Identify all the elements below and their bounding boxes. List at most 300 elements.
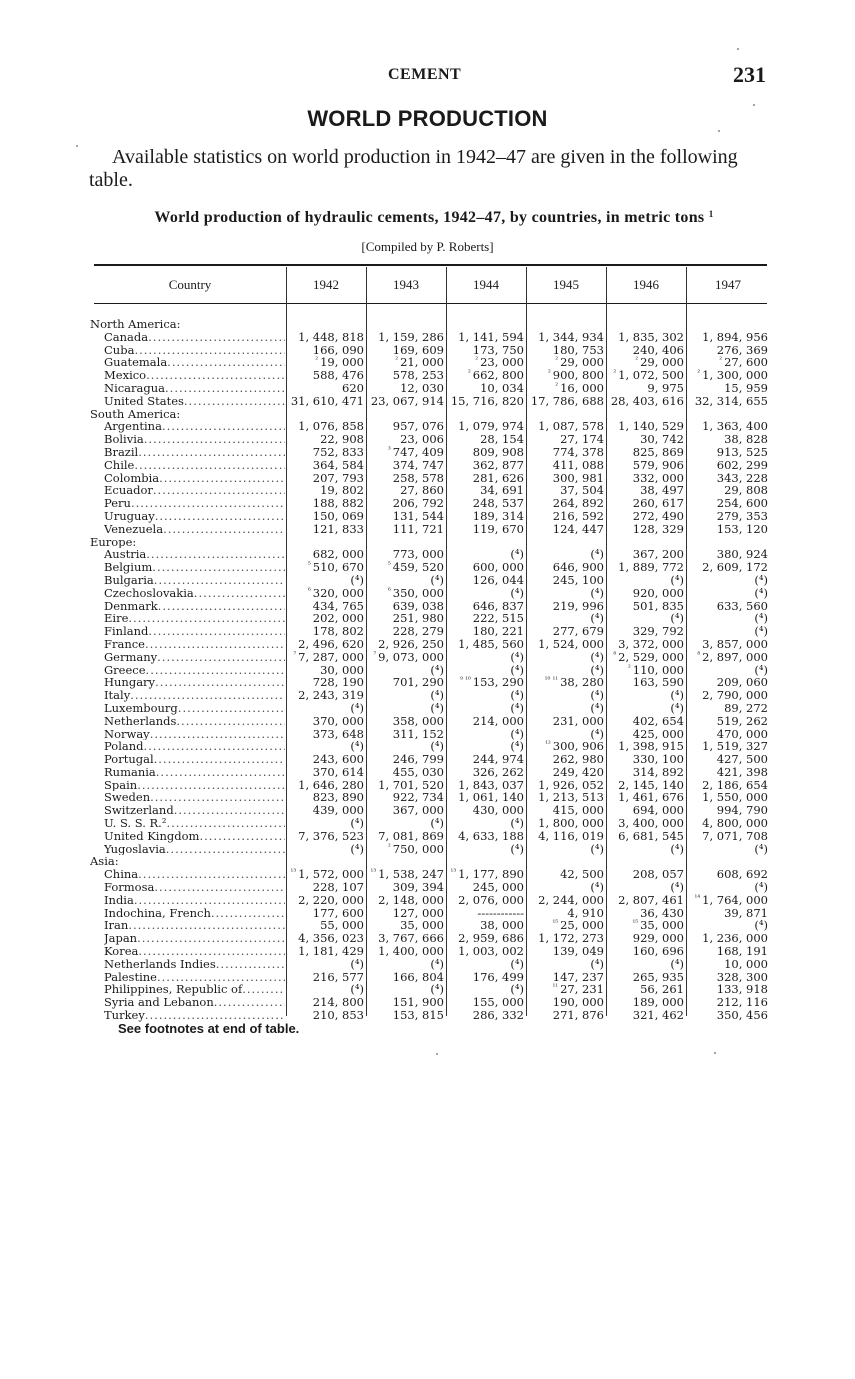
speck [436,1053,438,1055]
table-row [0,523,855,536]
value-cell-1946: 920, 000 [632,585,684,600]
value-cell-1945: $^{^{10} ^{11}}$ 38, 280 [544,675,604,690]
value-cell-1943: 3, 767, 666 [378,931,444,946]
cell-footnote-marker: ² [315,356,319,365]
country-name: Denmark ..... [104,600,285,613]
value-cell-1943: (⁴) [430,688,444,703]
table-title-footnote: 1 [708,209,714,219]
country-name: Formosa ..... [104,881,285,894]
value-cell-1947: 212, 116 [716,995,768,1010]
cell-footnote-marker: ² [719,356,723,365]
value-cell-1942: 2, 220, 000 [298,892,364,907]
value-cell-1943: (⁴) [430,572,444,587]
country-name: France ..... [104,638,285,651]
value-cell-1946: $^{^{15}}$ 35, 000 [632,918,684,933]
value-cell-1944: 10, 034 [480,380,524,395]
country-name: Argentina ..... [104,420,285,433]
value-cell-1943: 258, 578 [392,470,444,485]
value-cell-1947: 1, 363, 400 [702,419,768,434]
value-cell-1942: 178, 802 [312,624,364,639]
value-cell-1942: (⁴) [350,982,364,997]
value-cell-1947: 602, 299 [716,457,768,472]
speck [718,130,720,132]
value-cell-1945: (⁴) [590,649,604,664]
country-name: Chile ..... [104,459,285,472]
country-name: China ..... [104,868,285,881]
value-cell-1943: (⁴) [430,816,444,831]
value-cell-1943: 7, 081, 869 [378,828,444,843]
country-name: Belgium ..... [104,561,285,574]
cell-footnote-marker: ² [627,663,631,672]
value-cell-1942: 1, 181, 429 [298,944,364,959]
value-cell-1946: 189, 000 [632,995,684,1010]
value-cell-1944: 4, 633, 188 [458,828,524,843]
cell-footnote-marker: ² [555,356,559,365]
value-cell-1947: 32, 314, 655 [694,393,768,408]
cell-footnote-marker: ⁵ [307,561,311,570]
cell-footnote-marker: ⁶ [387,586,391,595]
value-cell-1946: 579, 906 [632,457,684,472]
value-cell-1946: 128, 329 [632,521,684,536]
table-header-rule [94,303,767,304]
cell-footnote-marker: ⁸ [613,650,617,659]
value-cell-1946: 272, 490 [632,508,684,523]
table-row [0,766,855,779]
table-row [0,843,855,856]
table-title [89,209,779,227]
value-cell-1946: 160, 696 [632,944,684,959]
country-name: Netherlands Indies ..... [104,958,285,971]
value-cell-1942: 682, 000 [312,547,364,562]
value-cell-1945: (⁴) [590,585,604,600]
value-cell-1947: $^{^2}$ 1, 300, 000 [697,368,768,383]
value-cell-1943: $^{^7}$ 9, 073, 000 [373,649,444,664]
value-cell-1947: (⁴) [754,880,768,895]
country-name: Palestine ..... [104,971,285,984]
value-cell-1943: (⁴) [430,956,444,971]
value-cell-1942: 150, 069 [312,508,364,523]
table-top-rule [94,264,767,266]
cell-footnote-marker: ² [395,356,399,365]
value-cell-1942: (⁴) [350,739,364,754]
country-name: United States ..... [104,395,285,408]
value-cell-1944: 646, 837 [472,598,524,613]
value-cell-1943: 27, 860 [400,483,444,498]
cell-footnote-marker: ³ [387,445,391,454]
value-cell-1944: 1, 061, 140 [458,790,524,805]
country-name: Eire ..... [104,612,285,625]
value-cell-1945: (⁴) [590,726,604,741]
value-cell-1944: 119, 670 [472,521,524,536]
value-cell-1943: $^{^{13}}$ 1, 538, 247 [370,867,444,882]
value-cell-1943: 2, 926, 250 [378,636,444,651]
value-cell-1946: 1, 140, 529 [618,419,684,434]
value-cell-1945: $^{^2}$ 29, 000 [555,355,604,370]
value-cell-1945: $^{^2}$ 16, 000 [555,380,604,395]
value-cell-1943: 367, 000 [392,803,444,818]
value-cell-1944: $^{^2}$ 662, 800 [467,368,524,383]
value-cell-1944: (⁴) [510,662,524,677]
value-cell-1944: 2, 959, 686 [458,931,524,946]
value-cell-1942: 166, 090 [312,342,364,357]
value-cell-1943: $^{^5}$ 459, 520 [387,560,444,575]
value-cell-1946: (⁴) [670,956,684,971]
value-cell-1943: $^{^2}$ 750, 000 [387,841,444,856]
country-name: Brazil ..... [104,446,285,459]
value-cell-1945: 1, 926, 052 [538,777,604,792]
value-cell-1944: 326, 262 [472,764,524,779]
value-cell-1946: 425, 000 [632,726,684,741]
country-name: U. S. S. R.² ..... [104,817,285,830]
value-cell-1942: (⁴) [350,816,364,831]
value-cell-1947: 427, 500 [716,752,768,767]
cell-footnote-marker: ² [467,369,471,378]
value-cell-1943: $^{^6}$ 350, 000 [387,585,444,600]
table-row [0,625,855,638]
value-cell-1943: 206, 792 [392,496,444,511]
value-cell-1946: 367, 200 [632,547,684,562]
value-cell-1946: 208, 057 [632,867,684,882]
value-cell-1944: (⁴) [510,547,524,562]
value-cell-1942: 588, 476 [312,368,364,383]
value-cell-1946: (⁴) [670,841,684,856]
country-name: Czechoslovakia ..... [104,587,285,600]
value-cell-1943: 127, 000 [392,905,444,920]
value-cell-1944: (⁴) [510,956,524,971]
value-cell-1945: 1, 087, 578 [538,419,604,434]
value-cell-1947: 633, 560 [716,598,768,613]
cell-footnote-marker: ² [635,356,639,365]
value-cell-1944: 1, 141, 594 [458,329,524,344]
value-cell-1944: 2, 076, 000 [458,892,524,907]
cell-footnote-marker: ² [697,369,701,378]
cell-footnote-marker: ² [547,369,551,378]
value-cell-1942: 364, 584 [312,457,364,472]
value-cell-1945: 147, 237 [552,969,604,984]
country-name: Venezuela ..... [104,523,285,536]
value-cell-1947: (⁴) [754,624,768,639]
country-name: Mexico ..... [104,369,285,382]
table-row [0,753,855,766]
value-cell-1945: 264, 892 [552,496,604,511]
column-header-country: Country [168,277,212,292]
value-cell-1943: $^{^2}$ 21, 000 [395,355,444,370]
table-row [0,587,855,600]
value-cell-1946: 2, 145, 140 [618,777,684,792]
value-cell-1943: 169, 609 [392,342,444,357]
value-cell-1942: 22, 908 [320,432,364,447]
country-name: Iran ..... [104,919,285,932]
value-cell-1946: (⁴) [670,611,684,626]
value-cell-1946: 163, 590 [632,675,684,690]
country-name: Italy ..... [104,689,285,702]
country-name: Bulgaria ..... [104,574,285,587]
value-cell-1942: (⁴) [350,572,364,587]
value-cell-1947: 608, 692 [716,867,768,882]
country-name: Yugoslavia ..... [104,843,285,856]
value-cell-1947: 15, 959 [724,380,768,395]
value-cell-1946: 314, 892 [632,764,684,779]
value-cell-1943: 251, 980 [392,611,444,626]
value-cell-1946: 1, 398, 915 [618,739,684,754]
value-cell-1947: (⁴) [754,611,768,626]
value-cell-1944: 244, 974 [472,752,524,767]
country-name: Syria and Lebanon ..... [104,996,285,1009]
country-name: Poland ..... [104,740,285,753]
value-cell-1947: 350, 456 [716,1008,768,1023]
value-cell-1946: 6, 681, 545 [618,828,684,843]
value-cell-1945: (⁴) [590,547,604,562]
value-cell-1947: 133, 918 [716,982,768,997]
table-row [0,446,855,459]
value-cell-1947: 254, 600 [716,496,768,511]
value-cell-1943: 35, 000 [400,918,444,933]
value-cell-1944: (⁴) [510,585,524,600]
value-cell-1945: 1, 172, 273 [538,931,604,946]
value-cell-1947: 1, 519, 327 [702,739,768,754]
value-cell-1942: $^{^5}$ 510, 670 [307,560,364,575]
value-cell-1947: 38, 828 [724,432,768,447]
value-cell-1942: $^{^{13}}$ 1, 572, 000 [290,867,364,882]
country-name: Bolivia ..... [104,433,285,446]
value-cell-1947: 7, 071, 708 [702,828,768,843]
value-cell-1947: $^{^{14}}$ 1, 764, 000 [694,892,768,907]
country-name: Austria ..... [104,548,285,561]
value-cell-1943: 639, 038 [392,598,444,613]
value-cell-1945: $^{^{12}}$ 300, 906 [545,739,604,754]
value-cell-1945: 190, 000 [552,995,604,1010]
value-cell-1942: 207, 793 [312,470,364,485]
cell-footnote-marker: ¹⁰ ¹¹ [544,676,559,685]
cell-footnote-marker: ¹³ [450,868,457,877]
cell-footnote-marker: ⁸ [697,650,701,659]
value-cell-1945: 411, 088 [552,457,604,472]
country-name: India ..... [104,894,285,907]
cell-footnote-marker: ⁹ ¹⁰ [460,676,471,685]
value-cell-1945: (⁴) [590,841,604,856]
country-name: Uruguay ..... [104,510,285,523]
value-cell-1943: 151, 900 [392,995,444,1010]
country-name: Canada ..... [104,331,285,344]
value-cell-1943: 23, 006 [400,432,444,447]
value-cell-1947: 2, 790, 000 [702,688,768,703]
value-cell-1947: 380, 924 [716,547,768,562]
value-cell-1942: 210, 853 [312,1008,364,1023]
value-cell-1943: 455, 030 [392,764,444,779]
region-label: South America: [90,407,181,421]
value-cell-1945: 277, 679 [552,624,604,639]
column-header-1944: 1944 [473,277,499,292]
cell-footnote-marker: ¹³ [290,868,297,877]
value-cell-1942: 243, 600 [312,752,364,767]
value-cell-1945: 271, 876 [552,1008,604,1023]
country-name: Cuba ..... [104,344,285,357]
value-cell-1945: 249, 420 [552,764,604,779]
value-cell-1945: 27, 174 [560,432,604,447]
value-cell-1943: 246, 799 [392,752,444,767]
value-cell-1943: 153, 815 [392,1008,444,1023]
value-cell-1945: 1, 524, 000 [538,636,604,651]
value-cell-1944: $^{^2}$ 23, 000 [475,355,524,370]
value-cell-1942: 7, 376, 523 [298,828,364,843]
value-cell-1947: $^{^2}$ 27, 600 [719,355,768,370]
value-cell-1946: (⁴) [670,688,684,703]
country-name: Indochina, French ..... [104,907,285,920]
value-cell-1947: 209, 060 [716,675,768,690]
column-header-1942: 1942 [313,277,339,292]
speck [76,145,78,147]
table-body [0,318,855,1022]
value-cell-1942: 823, 890 [312,790,364,805]
running-head-title: CEMENT [388,66,462,83]
value-cell-1944: 15, 716, 820 [450,393,524,408]
value-cell-1945: 1, 800, 000 [538,816,604,831]
value-cell-1944: $^{^9 ^{10}}$ 153, 290 [460,675,524,690]
value-cell-1947: (⁴) [754,585,768,600]
value-cell-1944: (⁴) [510,841,524,856]
country-name: Sweden ..... [104,791,285,804]
value-cell-1945: 415, 000 [552,803,604,818]
value-cell-1944: 430, 000 [472,803,524,818]
value-cell-1942: 214, 800 [312,995,364,1010]
value-cell-1947: 10, 000 [724,956,768,971]
value-cell-1942: 370, 614 [312,764,364,779]
country-name: Finland ..... [104,625,285,638]
region-label: Europe: [90,535,137,549]
value-cell-1946: 36, 430 [640,905,684,920]
value-cell-1943: 23, 067, 914 [370,393,444,408]
table-row [0,702,855,715]
value-cell-1947: 1, 550, 000 [702,790,768,805]
value-cell-1944: 1, 003, 002 [458,944,524,959]
country-name: Greece ..... [104,664,285,677]
cell-footnote-marker: ¹³ [370,868,377,877]
country-name: Netherlands ..... [104,715,285,728]
value-cell-1947: (⁴) [754,572,768,587]
table-row [0,817,855,830]
column-header-1945: 1945 [553,277,579,292]
value-cell-1946: 2, 807, 461 [618,892,684,907]
country-name: Norway ..... [104,728,285,741]
value-cell-1945: $^{^{15}}$ 25, 000 [552,918,604,933]
value-cell-1944: 176, 499 [472,969,524,984]
value-cell-1944: 286, 332 [472,1008,524,1023]
table-row [0,510,855,523]
value-cell-1947: $^{^8}$ 2, 897, 000 [697,649,768,664]
value-cell-1942: $^{^7}$ 7, 287, 000 [293,649,364,664]
value-cell-1946: 3, 400, 000 [618,816,684,831]
value-cell-1942: 31, 610, 471 [290,393,364,408]
value-cell-1944: (⁴) [510,816,524,831]
value-cell-1947: 470, 000 [716,726,768,741]
value-cell-1947: 3, 857, 000 [702,636,768,651]
value-cell-1943: 311, 152 [392,726,444,741]
value-cell-1946: (⁴) [670,880,684,895]
value-cell-1945: 219, 996 [552,598,604,613]
table-row [0,958,855,971]
value-cell-1942: 2, 496, 620 [298,636,364,651]
speck [737,48,739,50]
country-name: Portugal ..... [104,753,285,766]
country-name: Ecuador ..... [104,484,285,497]
country-name: Rumania ..... [104,766,285,779]
value-cell-1947: 279, 353 [716,508,768,523]
cell-footnote-marker: ² [387,842,391,851]
table-row [0,894,855,907]
value-cell-1943: $^{^3}$ 747, 409 [387,444,444,459]
value-cell-1944: 362, 877 [472,457,524,472]
value-cell-1943: (⁴) [430,982,444,997]
value-cell-1944: 28, 154 [480,432,524,447]
value-cell-1943: 1, 701, 520 [378,777,444,792]
value-cell-1946: 1, 461, 676 [618,790,684,805]
value-cell-1943: 922, 734 [392,790,444,805]
country-name: Peru ..... [104,497,285,510]
value-cell-1942: 434, 765 [312,598,364,613]
value-cell-1945: 124, 447 [552,521,604,536]
cell-footnote-marker: ⁷ [293,650,297,659]
value-cell-1943: 374, 747 [392,457,444,472]
value-cell-1944: 245, 000 [472,880,524,895]
country-name: Luxembourg ..... [104,702,285,715]
column-header-1943: 1943 [393,277,419,292]
value-cell-1944: 248, 537 [472,496,524,511]
value-cell-1947: 343, 228 [716,470,768,485]
value-cell-1942: 1, 448, 818 [298,329,364,344]
value-cell-1946: 265, 935 [632,969,684,984]
table-row [0,459,855,472]
table-row [0,331,855,344]
value-cell-1942: $^{^2}$ 19, 000 [315,355,364,370]
value-cell-1946: 929, 000 [632,931,684,946]
value-cell-1946: 1, 835, 302 [618,329,684,344]
value-cell-1943: (⁴) [430,700,444,715]
value-cell-1942: (⁴) [350,700,364,715]
cell-footnote-marker: ² [475,356,479,365]
value-cell-1947: 913, 525 [716,444,768,459]
value-cell-1944: 38, 000 [480,918,524,933]
cell-footnote-marker: ⁵ [387,561,391,570]
value-cell-1944: 173, 750 [472,342,524,357]
value-cell-1944: 180, 221 [472,624,524,639]
value-cell-1942: 439, 000 [312,803,364,818]
value-cell-1946: 28, 403, 616 [610,393,684,408]
value-cell-1946: $^{^2}$ 1, 072, 500 [613,368,684,383]
country-name: Switzerland ..... [104,804,285,817]
value-cell-1946: 330, 100 [632,752,684,767]
value-cell-1943: (⁴) [430,739,444,754]
value-cell-1945: 774, 378 [552,444,604,459]
value-cell-1946: 1, 889, 772 [618,560,684,575]
value-cell-1943: 111, 721 [392,521,444,536]
value-cell-1945: 300, 981 [552,470,604,485]
table-row [0,382,855,395]
value-cell-1944: $^{^{13}}$ 1, 177, 890 [450,867,524,882]
value-cell-1942: 370, 000 [312,713,364,728]
value-cell-1944: 1, 079, 974 [458,419,524,434]
value-cell-1942: 188, 882 [312,496,364,511]
table-row [0,830,855,843]
value-cell-1942: 1, 646, 280 [298,777,364,792]
column-header-1946: 1946 [633,277,659,292]
value-cell-1944: ------------ [477,905,524,920]
compiled-by: [Compiled by P. Roberts] [361,239,494,254]
value-cell-1945: 216, 592 [552,508,604,523]
value-cell-1946: 694, 000 [632,803,684,818]
value-cell-1944: 189, 314 [472,508,524,523]
value-cell-1947: 29, 808 [724,483,768,498]
value-cell-1945: 37, 504 [560,483,604,498]
